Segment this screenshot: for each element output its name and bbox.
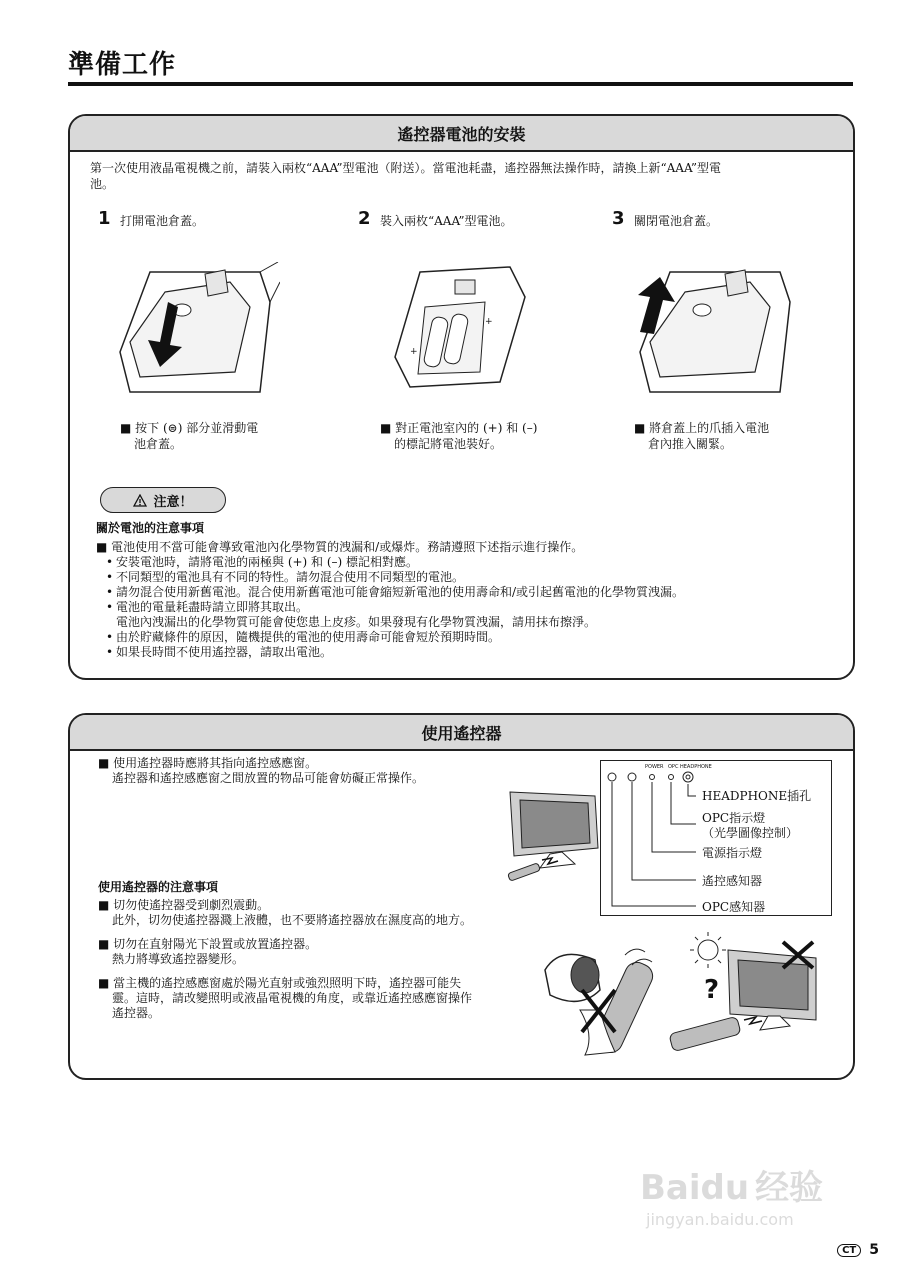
watermark-url: jingyan.baidu.com bbox=[646, 1210, 794, 1229]
list-item: • 不同類型的電池具有不同的特性。請勿混合使用不同類型的電池。 bbox=[96, 570, 836, 585]
panel-label-power: POWER bbox=[645, 764, 664, 770]
remote-note-3: ■ 當主機的遙控感應窗處於陽光直射或強烈照明下時，遙控器可能失 bbox=[98, 976, 462, 990]
no-direct-sunlight-illustration bbox=[668, 930, 828, 1065]
warning-icon bbox=[133, 494, 147, 507]
title-rule bbox=[68, 82, 853, 86]
battery-intro-cont: 池。 bbox=[90, 177, 115, 191]
list-item: • 請勿混合使用新舊電池。混合使用新舊電池可能會縮短新電池的使用壽命和/或引起舊電池的化學物質洩漏。 bbox=[96, 585, 836, 600]
step-2-text: 裝入兩枚“AAA”型電池。 bbox=[380, 214, 513, 228]
step-1-text: 打開電池倉蓋。 bbox=[120, 214, 205, 228]
svg-text:+: + bbox=[485, 317, 493, 327]
step-1-number: 1 bbox=[98, 208, 111, 229]
page-number: 5 bbox=[869, 1242, 879, 1258]
step-2-note: ■ 對正電池室內的 (+) 和 (–) bbox=[380, 421, 538, 435]
page-footer bbox=[837, 1242, 879, 1258]
remote-usage-line-cont: 遙控器和遙控感應窗之間放置的物品可能會妨礙正常操作。 bbox=[112, 771, 425, 785]
battery-caution-list bbox=[96, 555, 836, 660]
remote-close-cover-illustration bbox=[630, 262, 800, 402]
remote-insert-batteries-illustration bbox=[390, 262, 530, 392]
remote-note-1-cont: 此外，切勿使遙控器濺上液體，也不要將遙控器放在濕度高的地方。 bbox=[112, 913, 473, 927]
watermark-brand-2: du bbox=[700, 1168, 750, 1208]
svg-text:?: ? bbox=[704, 975, 720, 1005]
battery-caution-heading: 關於電池的注意事項 bbox=[96, 521, 205, 535]
callout-headphone-jack: HEADPHONE插孔 bbox=[702, 789, 812, 803]
battery-section-header: 遙控器電池的安裝 bbox=[70, 116, 853, 152]
battery-caution-lead: ■ 電池使用不當可能會導致電池內化學物質的洩漏和/或爆炸。務請遵照下述指示進行操作。 bbox=[96, 540, 584, 554]
list-item: • 如果長時間不使用遙控器，請取出電池。 bbox=[96, 645, 836, 660]
tv-with-remote-illustration bbox=[500, 788, 610, 888]
remote-usage-line: ■ 使用遙控器時應將其指向遙控感應窗。 bbox=[98, 756, 318, 770]
callout-opc-indicator: OPC指示燈 bbox=[702, 811, 766, 825]
step-3-note-cont: 倉內推入關緊。 bbox=[648, 437, 733, 451]
page-title: 準備工作 bbox=[68, 50, 177, 80]
language-badge: CT bbox=[837, 1244, 861, 1257]
svg-text:+: + bbox=[410, 347, 418, 357]
step-2-note-cont: 的標記將電池裝好。 bbox=[394, 437, 503, 451]
remote-note-1: ■ 切勿使遙控器受到劇烈震動。 bbox=[98, 898, 270, 912]
remote-note-3-cont: 靈。這時，請改變照明或液晶電視機的角度，或靠近遙控感應窗操作 bbox=[112, 991, 473, 1005]
remote-note-3-cont2: 遙控器。 bbox=[112, 1006, 161, 1020]
step-3-note: ■ 將倉蓋上的爪插入電池 bbox=[634, 421, 770, 435]
remote-note-2: ■ 切勿在直射陽光下設置或放置遙控器。 bbox=[98, 937, 318, 951]
remote-note-2-cont: 熱力將導致遙控器變形。 bbox=[112, 952, 245, 966]
watermark-brand: Bai bbox=[640, 1168, 701, 1208]
panel-label-headphone: HEADPHONE bbox=[680, 764, 712, 770]
callout-remote-sensor: 遙控感知器 bbox=[702, 874, 763, 888]
step-2-number: 2 bbox=[358, 208, 371, 229]
remote-open-cover-illustration bbox=[110, 262, 280, 402]
no-liquid-illustration bbox=[540, 940, 670, 1065]
step-1-note-cont: 池倉蓋。 bbox=[134, 437, 183, 451]
list-item: • 由於貯藏條件的原因，隨機提供的電池的使用壽命可能會短於預期時間。 bbox=[96, 630, 836, 645]
step-3-text: 關閉電池倉蓋。 bbox=[634, 214, 719, 228]
callout-opc-indicator-desc: （光學圖像控制） bbox=[702, 826, 799, 840]
list-item: • 安裝電池時，請將電池的兩極與 (+) 和 (–) 標記相對應。 bbox=[96, 555, 836, 570]
caution-label: 注意！ bbox=[153, 494, 193, 510]
callout-power-indicator: 電源指示燈 bbox=[702, 846, 763, 860]
caution-badge bbox=[100, 487, 226, 513]
step-1-note: ■ 按下 (⊜) 部分並滑動電 bbox=[120, 421, 259, 435]
remote-caution-heading: 使用遙控器的注意事項 bbox=[98, 880, 219, 894]
panel-label-opc: OPC bbox=[668, 764, 679, 770]
callout-opc-sensor: OPC感知器 bbox=[702, 900, 766, 914]
remote-section-header: 使用遙控器 bbox=[70, 715, 853, 751]
list-item: • 電池的電量耗盡時請立即將其取出。 bbox=[96, 600, 836, 615]
step-3-number: 3 bbox=[612, 208, 625, 229]
baidu-watermark bbox=[640, 1140, 870, 1240]
battery-intro: 第一次使用液晶電視機之前，請裝入兩枚“AAA”型電池（附送）。當電池耗盡，遙控器無法操作時，請換上新“AAA”型電 bbox=[90, 161, 722, 175]
list-item: 電池內洩漏出的化學物質可能會使您患上皮疹。如果發現有化學物質洩漏，請用抹布擦淨。 bbox=[116, 615, 597, 629]
watermark-cn: 经验 bbox=[755, 1168, 824, 1208]
